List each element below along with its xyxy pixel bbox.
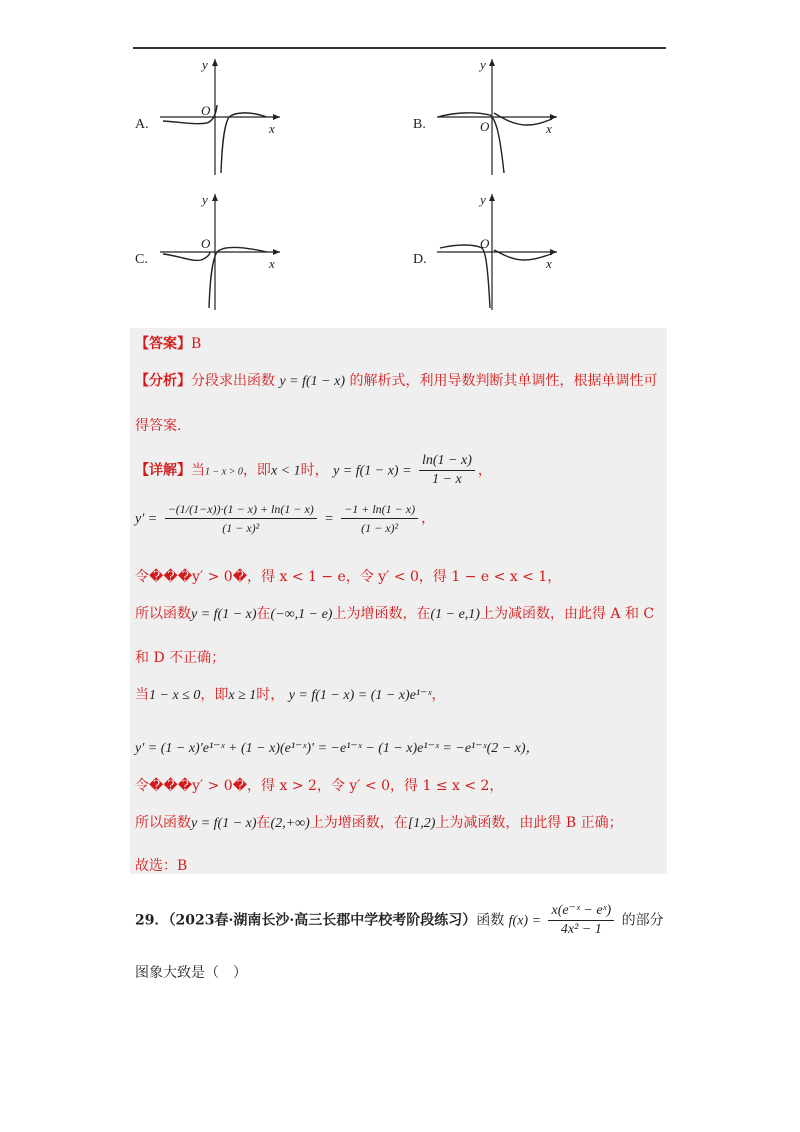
mono2-text-d: 上为减函数，由此得 B 正确； [435,815,623,831]
question-29 [135,902,664,939]
deriv1-num: −(1/(1−x))·(1 − x) + ln(1 − x) [165,500,317,519]
monotonic-line-2 [135,812,623,832]
detail-cond2: x < 1 [270,463,301,479]
option-c-curve-right [209,248,267,309]
mono2-func: y = f(1 − x) [191,816,257,831]
option-b-x-label: x [546,121,552,136]
deriv1-den2: (1 − x)² [361,521,399,535]
option-a-y-label: y [202,57,208,72]
question-fraction [548,902,614,939]
analysis-func: y = f(1 − x) [279,374,345,389]
top-rule [133,47,666,49]
option-b-graph [432,55,562,180]
deriv1-fraction-a [165,500,317,537]
deriv1-num2: −1 + ln(1 − x) [341,500,418,519]
detail-num1: ln(1 − x) [419,452,475,471]
analysis-line-2: 得答案. [135,418,182,434]
detail-cond1: 1 − x > 0 [205,466,243,478]
question-text2: 的部分 [621,912,664,929]
analysis-text1: 分段求出函数 [191,373,275,389]
option-c-curve-left [163,252,210,260]
answer-tag: 【答案】 [135,336,191,352]
detail-den1: 1 − x [432,472,462,487]
option-c-label: C. [135,252,148,267]
option-d-origin-label: O [480,236,490,251]
option-d-graph [432,190,562,315]
detail-ji: ，即 [242,462,271,479]
mono2-text-c: 上为增函数，在 [309,815,408,831]
answer-value: B [191,336,202,352]
question-text1: 函数 [476,912,505,929]
option-b-label: B. [413,117,426,132]
option-b-y-label: y [480,57,486,72]
option-b-curve-left [438,113,504,173]
case2-text-c: 时， [256,687,285,703]
case2-cond2: x ≥ 1 [228,688,257,703]
answer-line [135,333,201,353]
question-number: 29． [135,912,169,929]
case2-equation: y = f(1 − x) = (1 − x)e¹⁻ˣ [288,688,432,703]
mono2-interval2: [1,2) [407,816,436,831]
detail-when: 当 [191,462,205,479]
question-func-num: x(e⁻ˣ − eˣ) [548,902,614,921]
option-a-origin-label: O [201,103,211,118]
deriv1-lhs: y′ = [135,511,158,527]
monotonic-line-1b: 和 D 不正确； [135,650,226,666]
ling-line-2: 令���y′ > 0�，得 x > 2，令 y′ < 0，得 1 ≤ x < 2， [135,778,504,794]
option-a-x-label: x [269,121,275,136]
option-c-origin-label: O [201,236,211,251]
ling-line-1: 令���y′ > 0�，得 x < 1 − e，令 y′ < 0，得 1 − e < x < 1， [135,569,562,585]
mono1-text-b: 在 [256,606,271,622]
question-func-lhs: f(x) = [508,913,542,929]
question-func-den: 4x² − 1 [560,922,602,937]
mono1-interval1: (−∞,1 − e) [270,607,333,622]
option-c-y-label: y [202,192,208,207]
mono1-text-a: 所以函数 [135,606,191,622]
derivative-line-2 [135,737,540,757]
option-d-y-label: y [480,192,486,207]
mono1-interval2: (1 − e,1) [430,607,480,622]
option-a-label: A. [135,117,149,132]
option-d-curve-left [440,245,490,308]
option-b-curve-right [494,113,552,125]
monotonic-line-1 [135,603,654,623]
derivative-line-1: y′ = $\frac{-(1/(1-x))\cdot(1 - x) + \ln(1 - x)}{\text{(1 − x)²}}$ = $\frac{-1 + \ln(1 - x)}{\text{(1 − x)²}}$ ， [135,502,436,535]
option-d-x-label: x [546,256,552,271]
case2-text-a: 当 [135,687,149,703]
option-a-curve-right [221,113,267,173]
mono2-interval1: (2,+∞) [270,816,310,831]
case2-text-d: ， [431,687,446,703]
mono1-text-c: 上为增函数，在 [332,606,431,622]
option-c-graph [155,190,285,315]
analysis-text2: 的解析式，利用导数判断其单调性，根据单调性可 [349,373,658,389]
question-29-line2: 图象大致是（ ） [135,965,247,981]
deriv1-den: (1 − x)² [222,521,260,535]
mono2-text-b: 在 [256,815,271,831]
case2-line [135,684,445,704]
deriv1-fraction-b [341,500,418,537]
mono2-text-a: 所以函数 [135,815,191,831]
question-source: （2023春·湖南长沙·高三长郡中学校考阶段练习） [168,912,477,929]
case2-cond1: 1 − x ≤ 0 [149,688,201,703]
detail-eq1: y = f(1 − x) = [333,463,412,479]
detail-shi: 时， [300,462,329,479]
detail-tag: 【详解】 [135,462,191,479]
mono1-text-d: 上为减函数，由此得 A 和 C [479,606,655,622]
detail-fraction1 [419,452,475,489]
option-a-graph [155,55,285,180]
option-c-x-label: x [269,256,275,271]
detail-comma: ， [477,462,492,479]
analysis-tag: 【分析】 [135,373,191,389]
detail-line [135,452,492,489]
analysis-line [135,370,657,390]
option-d-label: D. [413,252,427,267]
choose-line: 故选：B [135,858,188,874]
option-b-origin-label: O [480,119,490,134]
mono1-func: y = f(1 − x) [191,607,257,622]
case2-text-b: ，即 [200,687,229,703]
deriv2-expression: y′ = (1 − x)′e¹⁻ˣ + (1 − x)(e¹⁻ˣ)′ = −e¹⁻ˣ − (1 − x)e¹⁻ˣ = −e¹⁻ˣ(2 − x)， [135,741,540,756]
